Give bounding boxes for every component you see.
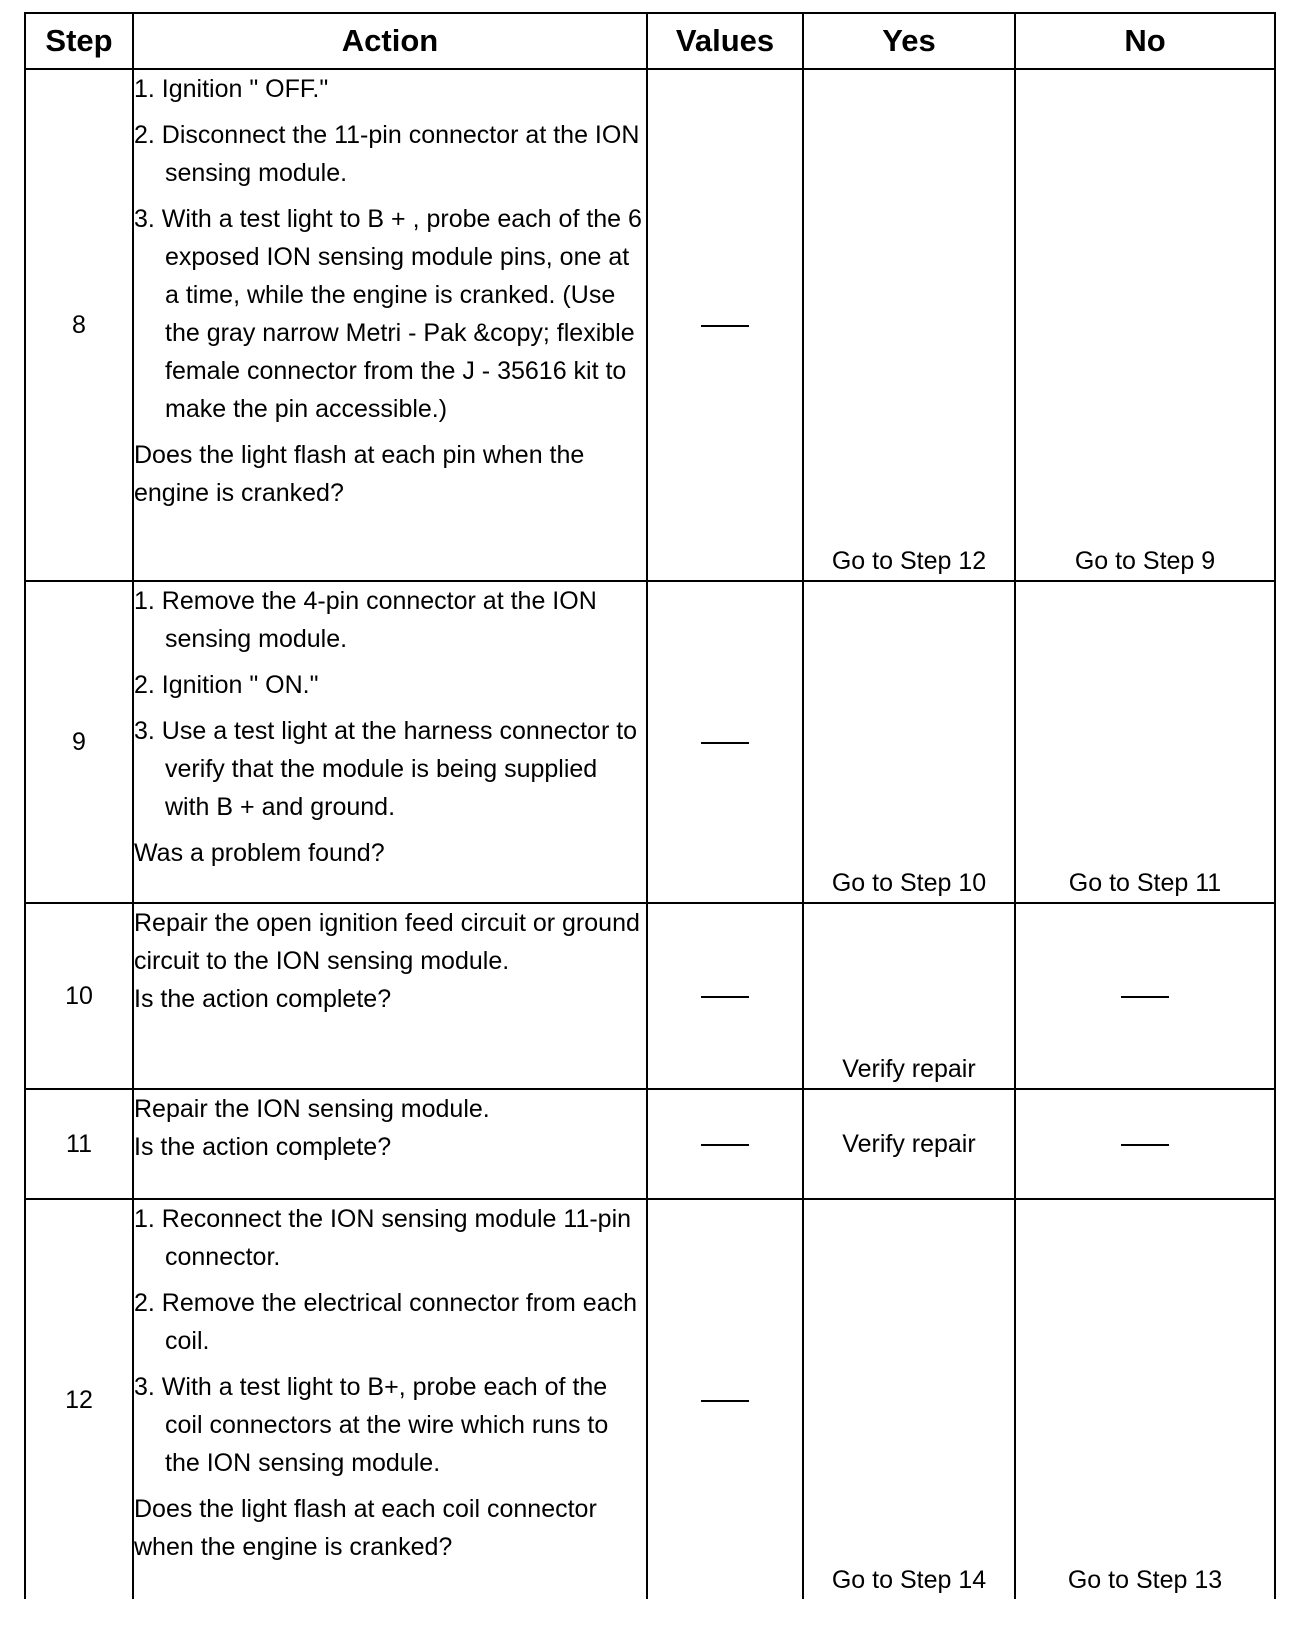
yes-cell: Go to Step 10 xyxy=(803,581,1015,903)
header-no: No xyxy=(1015,13,1275,69)
action-statement: Repair the ION sensing module. xyxy=(134,1095,490,1123)
no-cell: Go to Step 13 xyxy=(1015,1199,1275,1599)
step-number: 10 xyxy=(25,903,133,1089)
action-item: 2. Remove the electrical connector from each coil. xyxy=(134,1289,638,1355)
action-cell xyxy=(133,581,647,903)
header-values: Values xyxy=(647,13,803,69)
action-cell xyxy=(133,1199,647,1599)
action-item: 2. Ignition " ON." xyxy=(134,671,319,699)
action-question: Does the light flash at each coil connector when the engine is cranked? xyxy=(134,1495,597,1561)
action-question: Is the action complete? xyxy=(134,985,392,1013)
action-item: 3. With a test light to B + , probe each of the 6 exposed ION sensing module pins, one at a time, while the engine is cranked. (Use the gray narrow Metri - Pak &copy; flexible female connector from the J - 35616 kit to make the pin accessible.) xyxy=(134,205,642,423)
header-step: Step xyxy=(25,13,133,69)
action-item: 1. Ignition " OFF." xyxy=(134,75,329,103)
dash-icon xyxy=(1121,1144,1169,1146)
no-cell: Go to Step 11 xyxy=(1015,581,1275,903)
values-cell xyxy=(647,69,803,581)
action-cell xyxy=(133,1089,647,1199)
no-cell: Go to Step 9 xyxy=(1015,69,1275,581)
table-row xyxy=(25,69,1275,581)
step-number: 8 xyxy=(25,69,133,581)
diagnostic-table xyxy=(24,12,1276,1599)
header-yes: Yes xyxy=(803,13,1015,69)
dash-icon xyxy=(701,742,749,744)
action-item: 3. With a test light to B+, probe each of the coil connectors at the wire which runs to the ION sensing module. xyxy=(134,1373,609,1477)
no-cell xyxy=(1015,903,1275,1089)
values-cell xyxy=(647,1089,803,1199)
table-row xyxy=(25,903,1275,1089)
action-item: 1. Reconnect the ION sensing module 11-pin connector. xyxy=(134,1205,632,1271)
action-cell xyxy=(133,903,647,1089)
action-question: Is the action complete? xyxy=(134,1133,392,1161)
dash-icon xyxy=(701,996,749,998)
header-action: Action xyxy=(133,13,647,69)
dash-icon xyxy=(701,1400,749,1402)
action-item: 3. Use a test light at the harness connector to verify that the module is being supplied with B + and ground. xyxy=(134,717,638,821)
yes-cell: Verify repair xyxy=(803,903,1015,1089)
table-row xyxy=(25,1199,1275,1599)
action-question: Does the light flash at each pin when the engine is cranked? xyxy=(134,441,585,507)
values-cell xyxy=(647,581,803,903)
action-question: Was a problem found? xyxy=(134,839,385,867)
dash-icon xyxy=(1121,996,1169,998)
values-cell xyxy=(647,1199,803,1599)
action-item: 1. Remove the 4-pin connector at the ION sensing module. xyxy=(134,587,597,653)
values-cell xyxy=(647,903,803,1089)
step-number: 11 xyxy=(25,1089,133,1199)
yes-cell: Verify repair xyxy=(803,1089,1015,1199)
action-statement: Repair the open ignition feed circuit or ground circuit to the ION sensing module. xyxy=(134,909,640,975)
header-row xyxy=(25,13,1275,69)
no-cell xyxy=(1015,1089,1275,1199)
step-number: 12 xyxy=(25,1199,133,1599)
action-item: 2. Disconnect the 11-pin connector at the ION sensing module. xyxy=(134,121,640,187)
yes-cell: Go to Step 12 xyxy=(803,69,1015,581)
table-row xyxy=(25,1089,1275,1199)
action-cell xyxy=(133,69,647,581)
table-row xyxy=(25,581,1275,903)
dash-icon xyxy=(701,1144,749,1146)
step-number: 9 xyxy=(25,581,133,903)
yes-cell: Go to Step 14 xyxy=(803,1199,1015,1599)
dash-icon xyxy=(701,325,749,327)
